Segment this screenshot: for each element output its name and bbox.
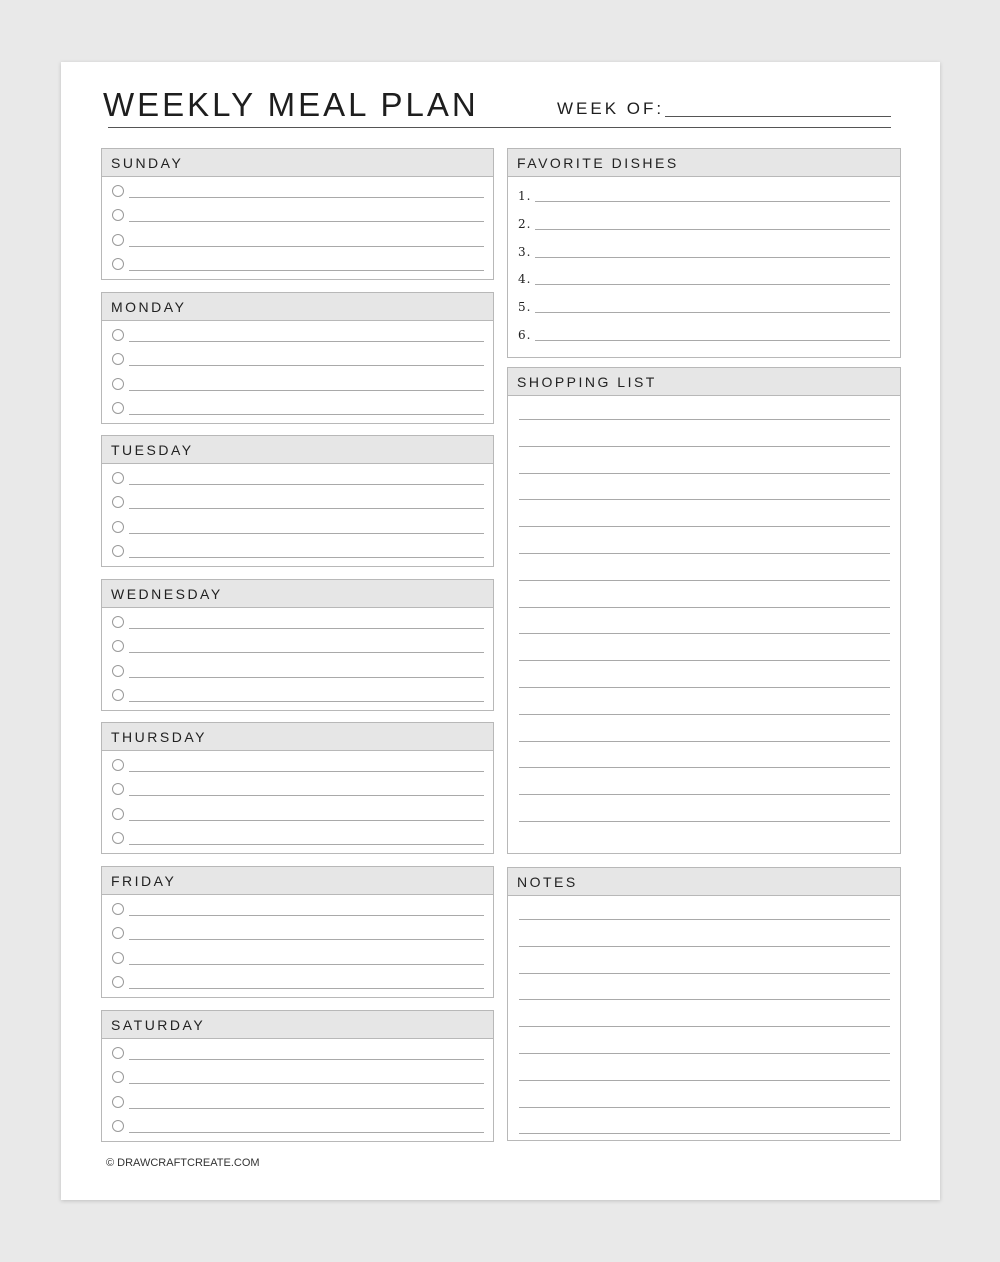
- shopping-list-line[interactable]: [519, 741, 890, 742]
- week-of-label: WEEK OF:: [557, 99, 665, 118]
- day-header: [102, 293, 493, 321]
- notes-line[interactable]: [519, 1107, 890, 1108]
- meal-checkbox[interactable]: [112, 185, 124, 197]
- shopping-list-line[interactable]: [519, 553, 890, 554]
- day-header: [102, 723, 493, 751]
- meal-checkbox[interactable]: [112, 952, 124, 964]
- meal-checkbox[interactable]: [112, 496, 124, 508]
- meal-checkbox[interactable]: [112, 759, 124, 771]
- meal-entry-line[interactable]: [129, 1108, 484, 1109]
- favorite-dish-line[interactable]: [535, 201, 890, 202]
- day-header: [102, 1011, 493, 1039]
- meal-entry-line[interactable]: [129, 701, 484, 702]
- shopping-list-line[interactable]: [519, 526, 890, 527]
- notes-line[interactable]: [519, 1080, 890, 1081]
- favorite-dishes-title: FAVORITE DISHES: [517, 155, 679, 171]
- meal-checkbox[interactable]: [112, 472, 124, 484]
- shopping-list-section: [507, 367, 901, 854]
- favorite-dish-number: 2.: [518, 216, 532, 231]
- meal-checkbox[interactable]: [112, 808, 124, 820]
- meal-checkbox[interactable]: [112, 545, 124, 557]
- favorite-dish-number: 5.: [518, 300, 532, 315]
- day-section-wednesday: [101, 579, 494, 711]
- notes-title: NOTES: [517, 874, 578, 890]
- meal-entry-line[interactable]: [129, 246, 484, 247]
- meal-checkbox[interactable]: [112, 1096, 124, 1108]
- meal-entry-line[interactable]: [129, 939, 484, 940]
- meal-entry-line[interactable]: [129, 820, 484, 821]
- day-label: FRIDAY: [111, 873, 177, 889]
- day-header: [102, 580, 493, 608]
- shopping-list-line[interactable]: [519, 767, 890, 768]
- day-label: SUNDAY: [111, 155, 184, 171]
- meal-checkbox[interactable]: [112, 402, 124, 414]
- meal-checkbox[interactable]: [112, 689, 124, 701]
- meal-checkbox[interactable]: [112, 1047, 124, 1059]
- meal-entry-line[interactable]: [129, 988, 484, 989]
- favorite-dish-line[interactable]: [535, 340, 890, 341]
- meal-checkbox[interactable]: [112, 1120, 124, 1132]
- meal-checkbox[interactable]: [112, 927, 124, 939]
- notes-line[interactable]: [519, 946, 890, 947]
- day-header: [102, 436, 493, 464]
- meal-checkbox[interactable]: [112, 521, 124, 533]
- meal-checkbox[interactable]: [112, 783, 124, 795]
- meal-entry-line[interactable]: [129, 1083, 484, 1084]
- meal-entry-line[interactable]: [129, 365, 484, 366]
- meal-entry-line[interactable]: [129, 270, 484, 271]
- shopping-list-line[interactable]: [519, 821, 890, 822]
- shopping-list-line[interactable]: [519, 580, 890, 581]
- meal-entry-line[interactable]: [129, 341, 484, 342]
- meal-entry-line[interactable]: [129, 197, 484, 198]
- shopping-list-line[interactable]: [519, 633, 890, 634]
- meal-checkbox[interactable]: [112, 234, 124, 246]
- notes-line[interactable]: [519, 973, 890, 974]
- copyright-footer: © DRAWCRAFTCREATE.COM: [106, 1157, 260, 1169]
- page-title: WEEKLY MEAL PLAN: [103, 86, 479, 123]
- day-label: MONDAY: [111, 299, 187, 315]
- favorite-dish-number: 1.: [518, 189, 532, 203]
- day-section-friday: [101, 866, 494, 998]
- shopping-list-line[interactable]: [519, 607, 890, 608]
- meal-entry-line[interactable]: [129, 628, 484, 629]
- day-section-thursday: [101, 722, 494, 854]
- meal-checkbox[interactable]: [112, 329, 124, 341]
- day-header: [102, 149, 493, 177]
- meal-entry-line[interactable]: [129, 795, 484, 796]
- meal-checkbox[interactable]: [112, 832, 124, 844]
- notes-section: [507, 867, 901, 1141]
- day-section-sunday: [101, 148, 494, 280]
- meal-entry-line[interactable]: [129, 1132, 484, 1133]
- favorite-dishes-section: [507, 148, 901, 358]
- favorite-dish-number: 6.: [518, 328, 532, 342]
- favorite-dish-number: 4.: [518, 272, 532, 287]
- notes-line[interactable]: [519, 1133, 890, 1134]
- day-label: SATURDAY: [111, 1017, 206, 1033]
- meal-checkbox[interactable]: [112, 976, 124, 988]
- day-section-monday: [101, 292, 494, 424]
- meal-entry-line[interactable]: [129, 414, 484, 415]
- favorite-dish-line[interactable]: [535, 312, 890, 313]
- notes-line[interactable]: [519, 999, 890, 1000]
- shopping-list-line[interactable]: [519, 714, 890, 715]
- shopping-list-line[interactable]: [519, 794, 890, 795]
- meal-entry-line[interactable]: [129, 652, 484, 653]
- meal-checkbox[interactable]: [112, 903, 124, 915]
- meal-checkbox[interactable]: [112, 640, 124, 652]
- meal-entry-line[interactable]: [129, 533, 484, 534]
- day-label: THURSDAY: [111, 729, 207, 745]
- favorite-dish-line[interactable]: [535, 229, 890, 230]
- meal-entry-line[interactable]: [129, 844, 484, 845]
- day-section-saturday: [101, 1010, 494, 1142]
- meal-entry-line[interactable]: [129, 508, 484, 509]
- week-of-field[interactable]: [665, 116, 891, 117]
- title-divider: [108, 127, 891, 128]
- meal-entry-line[interactable]: [129, 557, 484, 558]
- meal-checkbox[interactable]: [112, 378, 124, 390]
- meal-checkbox[interactable]: [112, 209, 124, 221]
- meal-entry-line[interactable]: [129, 390, 484, 391]
- day-label: WEDNESDAY: [111, 586, 223, 602]
- meal-entry-line[interactable]: [129, 221, 484, 222]
- day-header: [102, 867, 493, 895]
- shopping-list-line[interactable]: [519, 660, 890, 661]
- meal-entry-line[interactable]: [129, 484, 484, 485]
- meal-checkbox[interactable]: [112, 258, 124, 270]
- notes-line[interactable]: [519, 919, 890, 920]
- shopping-list-header: [508, 368, 900, 396]
- meal-entry-line[interactable]: [129, 1059, 484, 1060]
- day-label: TUESDAY: [111, 442, 194, 458]
- meal-checkbox[interactable]: [112, 353, 124, 365]
- meal-entry-line[interactable]: [129, 964, 484, 965]
- meal-checkbox[interactable]: [112, 1071, 124, 1083]
- shopping-list-line[interactable]: [519, 473, 890, 474]
- shopping-list-line[interactable]: [519, 687, 890, 688]
- shopping-list-line[interactable]: [519, 499, 890, 500]
- meal-checkbox[interactable]: [112, 665, 124, 677]
- favorite-dish-line[interactable]: [535, 284, 890, 285]
- notes-line[interactable]: [519, 1026, 890, 1027]
- favorite-dish-line[interactable]: [535, 257, 890, 258]
- favorite-dishes-header: [508, 149, 900, 177]
- notes-line[interactable]: [519, 1053, 890, 1054]
- meal-entry-line[interactable]: [129, 677, 484, 678]
- meal-entry-line[interactable]: [129, 915, 484, 916]
- shopping-list-title: SHOPPING LIST: [517, 374, 657, 390]
- meal-checkbox[interactable]: [112, 616, 124, 628]
- shopping-list-line[interactable]: [519, 446, 890, 447]
- favorite-dish-number: 3.: [518, 244, 532, 259]
- day-section-tuesday: [101, 435, 494, 567]
- shopping-list-line[interactable]: [519, 419, 890, 420]
- meal-entry-line[interactable]: [129, 771, 484, 772]
- notes-header: [508, 868, 900, 896]
